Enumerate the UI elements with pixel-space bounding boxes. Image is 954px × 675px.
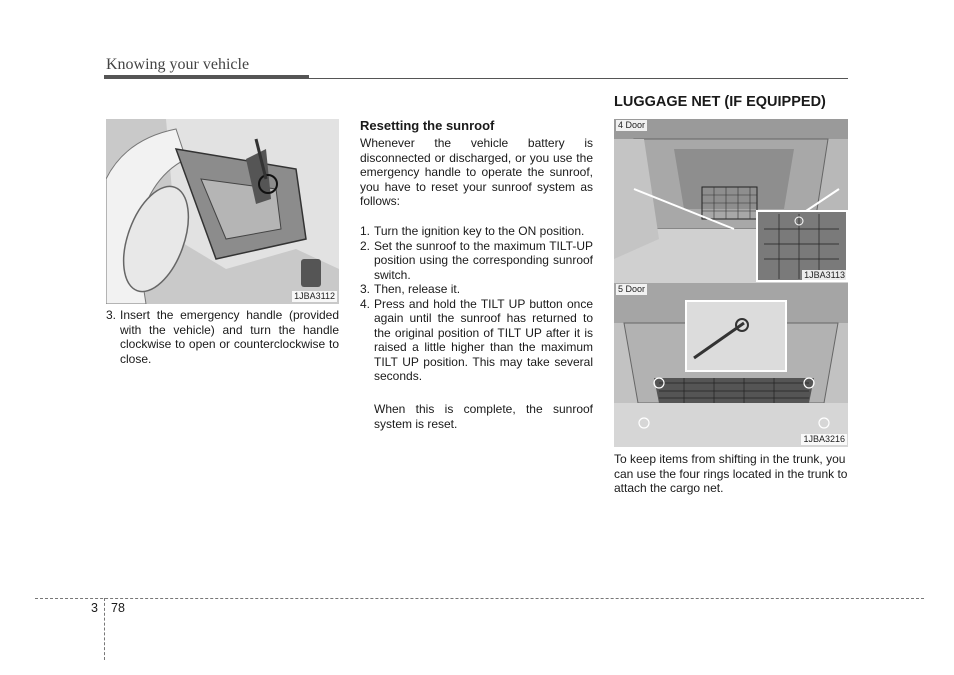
list-item: 4. Press and hold the TILT UP button once again until the sunroof has returned to the original position of TILT UP after it is raised a little higher than the maximum TILT UP position. This may take several seconds. xyxy=(360,296,593,383)
chapter-number: 3 xyxy=(91,601,98,615)
header-rule-thick xyxy=(104,75,309,79)
figure-code: 1JBA3112 xyxy=(294,291,335,301)
figure-code: 1JBA3113 xyxy=(804,270,845,280)
luggage-net-description: To keep items from shifting in the trunk, you can use the four rings located in the trunk to attach the cargo net. xyxy=(614,452,848,495)
section-title: Knowing your vehicle xyxy=(106,56,250,73)
sunroof-handle-illustration xyxy=(106,119,339,304)
resetting-steps xyxy=(360,224,593,384)
page-number: 78 xyxy=(111,601,125,615)
figure-label: 4 Door xyxy=(618,120,646,130)
sunroof-handle-figure xyxy=(106,119,339,304)
header-rule-thin xyxy=(309,78,848,79)
list-item: 3. Then, release it. xyxy=(360,282,461,296)
list-item: 3. Insert the emergency handle (provided with the vehicle) and turn the handle clockwise to open or counterclockwise to close. xyxy=(106,308,339,366)
emergency-handle-steps xyxy=(106,308,339,366)
footer-dashed-rule xyxy=(35,598,924,599)
resetting-complete-note: When this is complete, the sunroof system is reset. xyxy=(374,402,593,431)
footer-dashed-divider xyxy=(104,598,105,660)
resetting-sunroof-heading: Resetting the sunroof xyxy=(360,118,495,133)
list-item: 2. Set the sunroof to the maximum TILT-UP position using the corresponding sunroof switch. xyxy=(360,238,593,282)
luggage-net-4door-figure xyxy=(614,119,848,283)
trunk-5door-illustration xyxy=(614,283,848,447)
list-item: 1. Turn the ignition key to the ON position. xyxy=(360,224,585,238)
trunk-4door-illustration xyxy=(614,119,848,283)
figure-code: 1JBA3216 xyxy=(803,434,845,444)
luggage-net-heading: LUGGAGE NET (IF EQUIPPED) xyxy=(614,94,826,110)
resetting-intro: Whenever the vehicle battery is disconnected or discharged, or you use the emergency handle to operate the sunroof, you have to reset your sunroof system as follows: xyxy=(360,136,593,208)
luggage-net-5door-figure xyxy=(614,283,848,447)
figure-label: 5 Door xyxy=(618,284,646,294)
